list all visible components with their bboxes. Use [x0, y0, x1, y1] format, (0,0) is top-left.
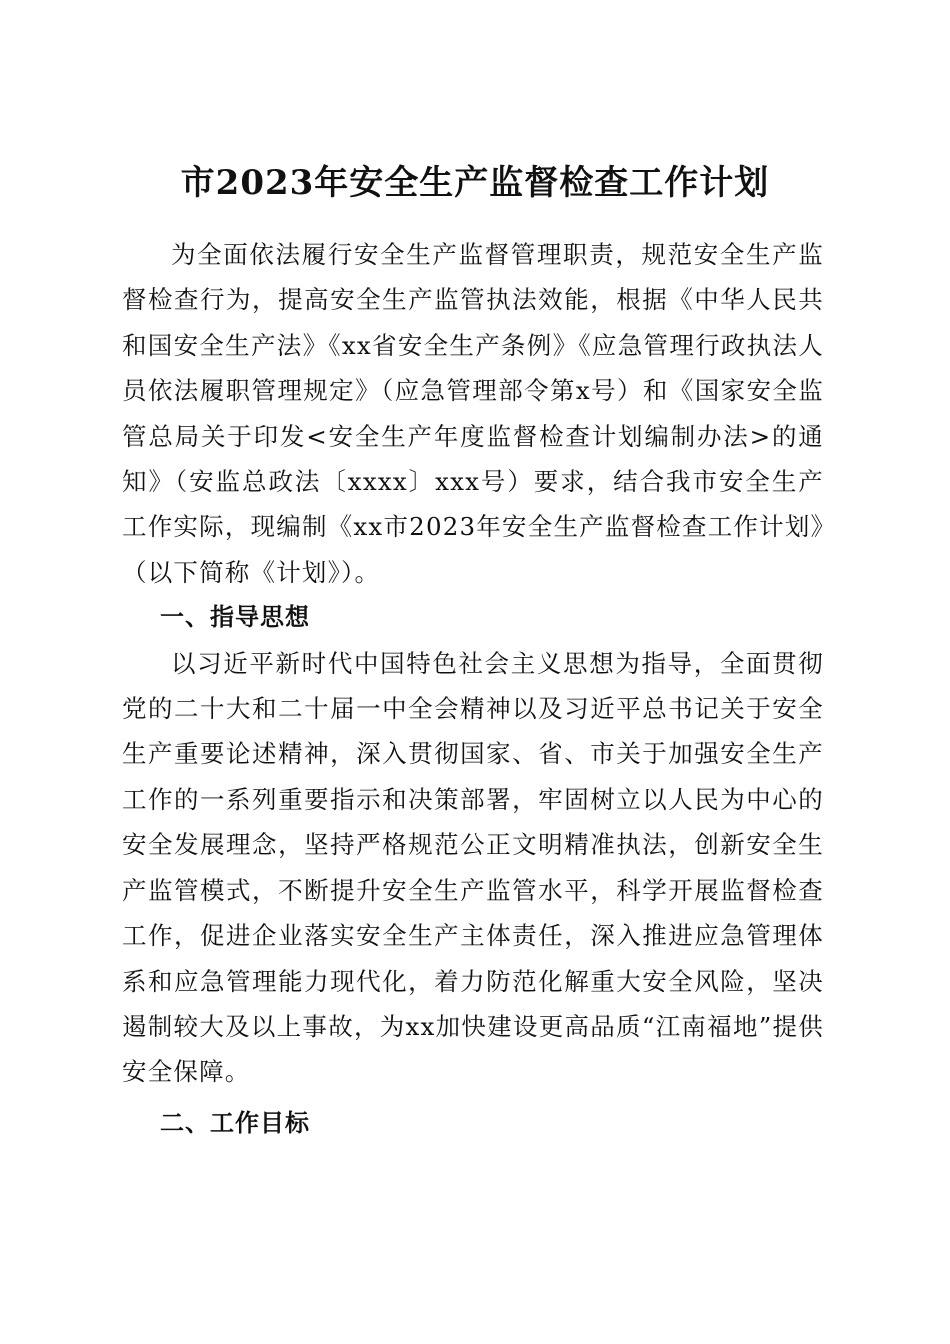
- intro-paragraph: 为全面依法履行安全生产监督管理职责，规范安全生产监督检查行为，提高安全生产监管执法效能，根据《中华人民共和国安全生产法》《xx省安全生产条例》《应急管理行政执法人员依法履职管理规定》（应急管理部令第x号）和《国家安全监管总局关于印发<安全生产年度监督检查计划编制办法>的通知》（安监总政法〔xxxx〕xxx号）要求，结合我市安全生产工作实际，现编制《xx市2023年安全生产监督检查工作计划》（以下简称《计划》）。: [122, 240, 824, 587]
- section-heading-guiding-thought: 一、指导思想: [160, 603, 310, 632]
- section-heading-work-goals: 二、工作目标: [160, 1108, 310, 1137]
- document-body: [122, 232, 824, 1146]
- document-title: 市2023年安全生产监督检查工作计划: [180, 162, 770, 203]
- guiding-thought-paragraph: 以习近平新时代中国特色社会主义思想为指导，全面贯彻党的二十大和二十届一中全会精神以及习近平总书记关于安全生产重要论述精神，深入贯彻国家、省、市关于加强安全生产工作的一系列重要指示和决策部署，牢固树立以人民为中心的安全发展理念，坚持严格规范公正文明精准执法，创新安全生产监管模式，不断提升安全生产监管水平，科学开展监督检查工作，促进企业落实安全生产主体责任，深入推进应急管理体系和应急管理能力现代化，着力防范化解重大安全风险，坚决遏制较大及以上事故，为xx加快建设更高品质“江南福地”提供安全保障。: [122, 648, 824, 1087]
